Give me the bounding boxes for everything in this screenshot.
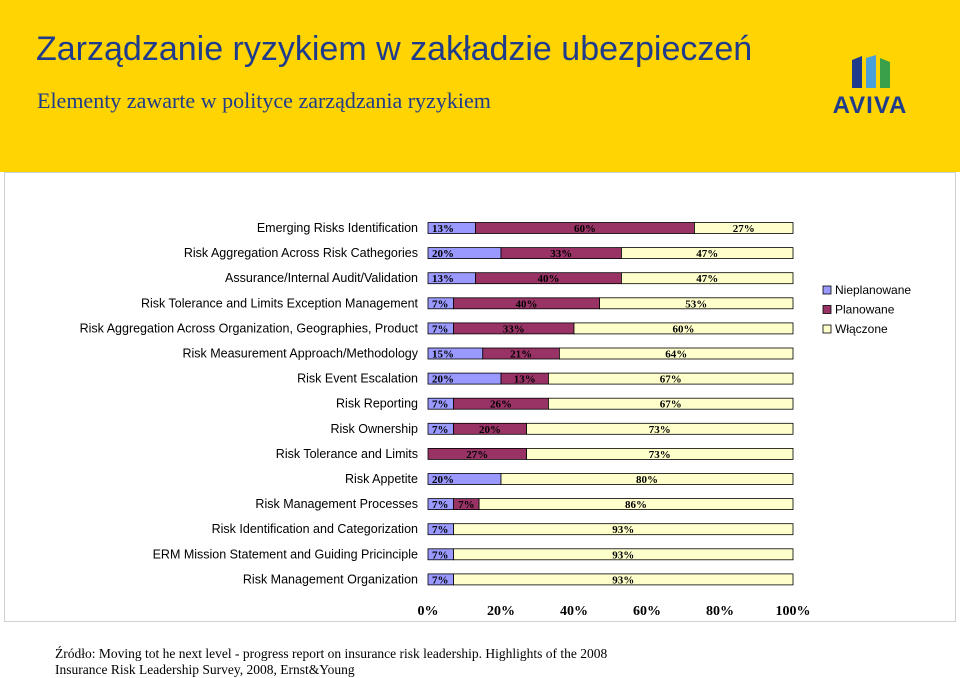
source-line-2: Insurance Risk Leadership Survey, 2008, Ernst&Young bbox=[55, 662, 355, 677]
data-label: 27% bbox=[732, 223, 755, 235]
category-label: Risk Reporting bbox=[336, 396, 418, 411]
legend-swatch bbox=[823, 306, 831, 314]
source-line-1: Źródło: Moving tot he next level - progress report on insurance risk leadership. Highlights of the 2008 bbox=[55, 646, 608, 661]
category-label: Risk Management Processes bbox=[255, 497, 418, 512]
data-label: 80% bbox=[636, 474, 658, 486]
data-label: 7% bbox=[432, 323, 449, 336]
data-label: 40% bbox=[537, 273, 560, 286]
category-label: Risk Identification and Categorization bbox=[211, 522, 418, 537]
data-label: 7% bbox=[432, 574, 449, 587]
data-label: 20% bbox=[479, 423, 502, 436]
category-label: Risk Event Escalation bbox=[297, 371, 418, 386]
data-label: 13% bbox=[432, 273, 454, 286]
data-label: 47% bbox=[696, 248, 719, 261]
category-label: ERM Mission Statement and Guiding Pricinciple bbox=[152, 547, 418, 562]
legend-label: Planowane bbox=[835, 302, 895, 317]
data-label: 7% bbox=[432, 549, 449, 562]
data-label: 33% bbox=[502, 323, 525, 336]
data-label: 7% bbox=[458, 499, 475, 512]
category-label: Risk Appetite bbox=[345, 472, 418, 486]
data-label: 33% bbox=[550, 248, 573, 261]
source-note bbox=[55, 646, 607, 678]
data-label: 64% bbox=[665, 348, 688, 361]
data-label: 13% bbox=[432, 223, 454, 235]
data-label: 67% bbox=[659, 398, 682, 411]
category-label: Risk Ownership bbox=[330, 421, 418, 436]
category-label: Risk Measurement Approach/Methodology bbox=[182, 346, 418, 361]
legend-label: Włączone bbox=[835, 322, 888, 336]
aviva-logo-mark-icon bbox=[846, 54, 906, 92]
data-label: 21% bbox=[510, 348, 533, 361]
data-label: 7% bbox=[432, 524, 449, 537]
data-label: 7% bbox=[432, 398, 449, 411]
data-label: 60% bbox=[573, 223, 596, 235]
data-label: 7% bbox=[432, 499, 449, 512]
data-label: 7% bbox=[432, 423, 449, 436]
data-label: 20% bbox=[432, 474, 454, 486]
chart-frame bbox=[4, 172, 956, 622]
data-label: 27% bbox=[466, 448, 489, 461]
x-tick-label: 40% bbox=[560, 604, 588, 619]
x-tick-label: 60% bbox=[633, 604, 661, 619]
data-label: 73% bbox=[648, 448, 671, 461]
category-label: Risk Tolerance and Limits Exception Management bbox=[141, 296, 418, 311]
stacked-bar-chart bbox=[5, 173, 955, 621]
data-label: 93% bbox=[612, 549, 635, 562]
x-tick-label: 0% bbox=[417, 604, 439, 619]
header-banner bbox=[0, 0, 960, 172]
data-label: 15% bbox=[432, 348, 454, 361]
legend-swatch bbox=[823, 286, 831, 294]
category-label: Emerging Risks Identification bbox=[256, 221, 418, 235]
page-title: Zarządzanie ryzykiem w zakładzie ubezpieczeń bbox=[36, 30, 753, 68]
data-label: 53% bbox=[685, 298, 708, 311]
x-tick-label: 20% bbox=[487, 604, 515, 619]
category-label: Risk Management Organization bbox=[242, 572, 418, 587]
x-tick-label: 100% bbox=[775, 604, 811, 619]
data-label: 47% bbox=[696, 273, 719, 286]
data-label: 93% bbox=[612, 524, 635, 537]
data-label: 67% bbox=[659, 373, 682, 386]
data-label: 13% bbox=[513, 373, 536, 386]
category-label: Risk Aggregation Across Risk Cathegories bbox=[183, 246, 418, 261]
aviva-logo bbox=[822, 54, 922, 124]
data-label: 20% bbox=[432, 248, 454, 261]
legend-label: Nieplanowane bbox=[835, 283, 912, 297]
category-label: Assurance/Internal Audit/Validation bbox=[225, 271, 418, 286]
data-label: 20% bbox=[432, 373, 454, 386]
data-label: 60% bbox=[672, 323, 695, 336]
page-subtitle: Elementy zawarte w polityce zarządzania ryzykiem bbox=[37, 88, 491, 113]
data-label: 26% bbox=[490, 398, 512, 411]
data-label: 7% bbox=[432, 298, 449, 311]
data-label: 73% bbox=[648, 423, 671, 436]
data-label: 86% bbox=[625, 499, 648, 512]
legend-swatch bbox=[823, 325, 831, 333]
category-label: Risk Tolerance and Limits bbox=[275, 446, 418, 461]
data-label: 40% bbox=[515, 298, 538, 311]
data-label: 93% bbox=[612, 574, 635, 587]
aviva-logo-text: AVIVA bbox=[832, 92, 908, 119]
x-tick-label: 80% bbox=[706, 604, 734, 619]
category-label: Risk Aggregation Across Organization, Geographies, Product bbox=[79, 321, 418, 336]
